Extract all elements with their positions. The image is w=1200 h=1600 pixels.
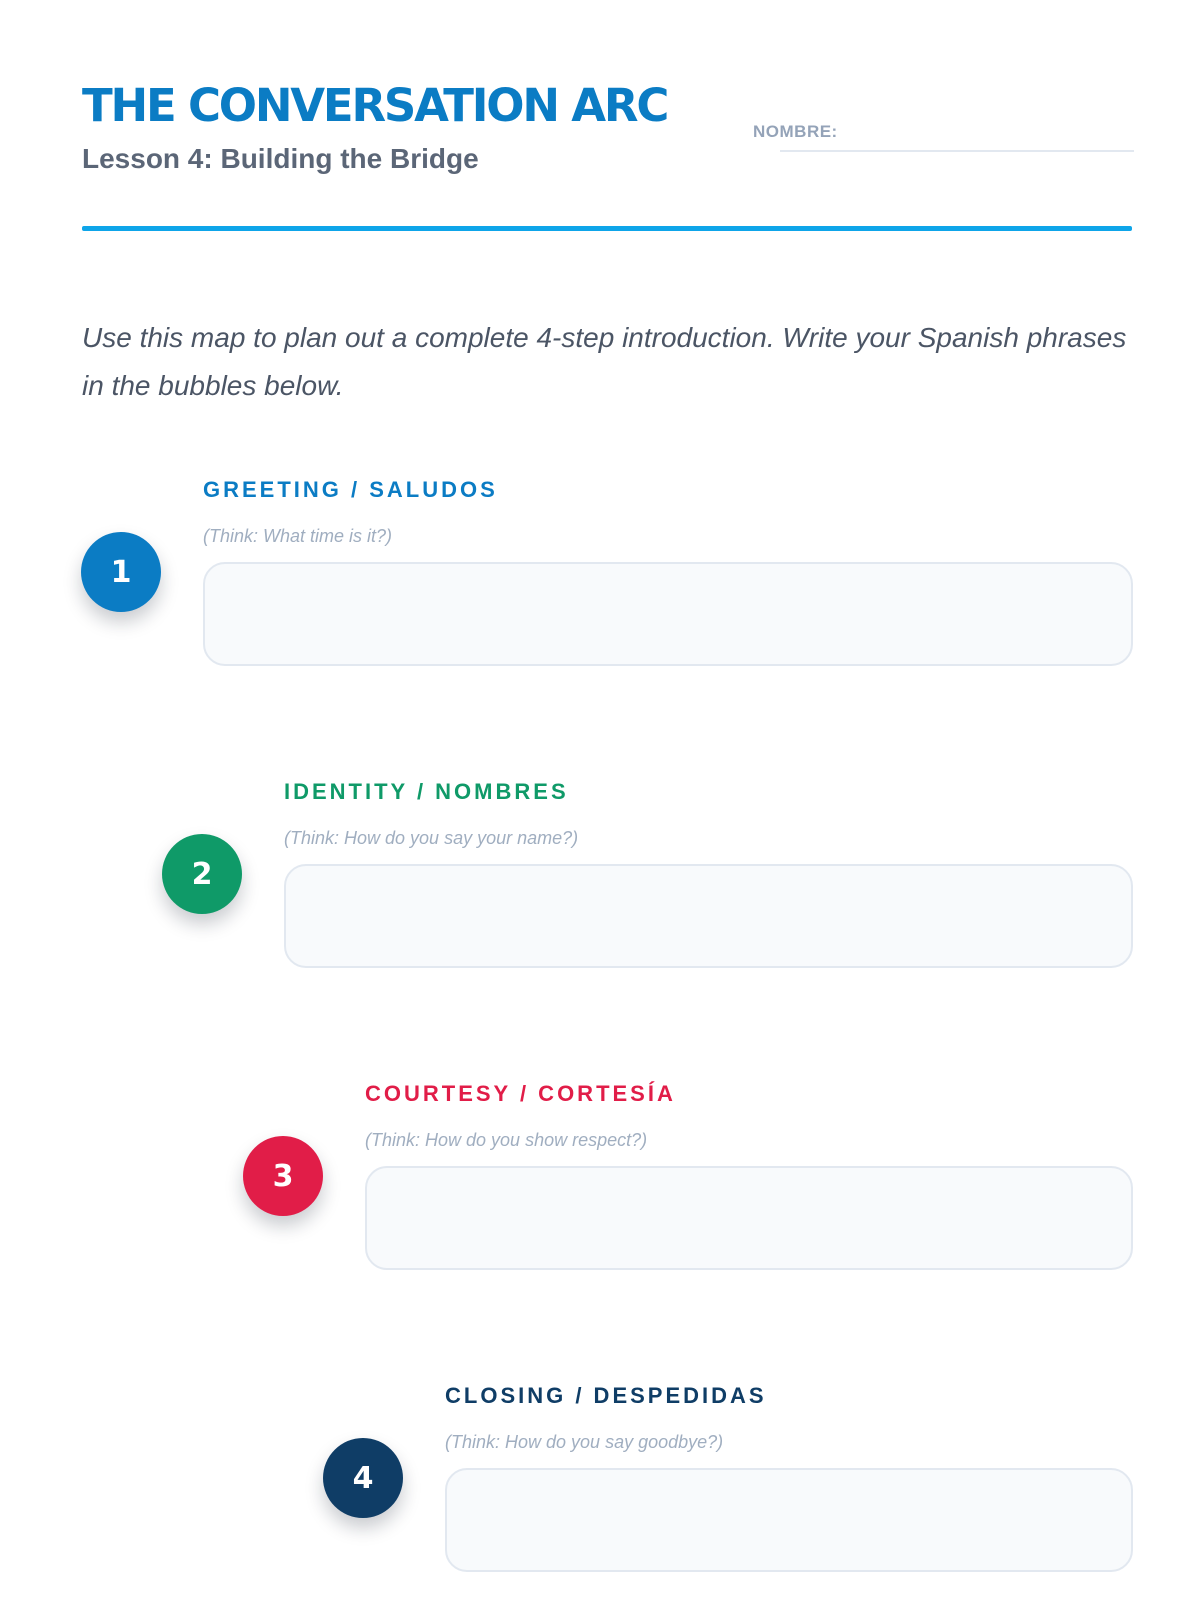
lesson-subtitle: Lesson 4: Building the Bridge: [82, 143, 479, 174]
page-title: THE CONVERSATION ARC: [82, 79, 668, 132]
step-2-answer-box[interactable]: [284, 864, 1133, 968]
step-2: [284, 778, 1133, 978]
step-1-hint: (Think: What time is it?): [203, 526, 393, 546]
step-3-label: COURTESY / CORTESÍA: [365, 1081, 676, 1106]
header-divider: [82, 226, 1132, 231]
step-4-label: CLOSING / DESPEDIDAS: [445, 1383, 767, 1408]
step-3-answer-box[interactable]: [365, 1166, 1133, 1270]
step-1-answer-box[interactable]: [203, 562, 1133, 666]
instructions-text: Use this map to plan out a complete 4-step introduction. Write your Spanish phrases in the bubbles below.: [82, 322, 1127, 401]
step-4-answer-box[interactable]: [445, 1468, 1133, 1572]
step-4: [445, 1382, 1133, 1582]
step-1-number-badge: 1: [81, 532, 161, 612]
step-3: [365, 1080, 1133, 1280]
step-1-label: GREETING / SALUDOS: [203, 477, 498, 502]
worksheet-header: [82, 78, 1132, 178]
step-3-number-badge: 3: [243, 1136, 323, 1216]
step-3-hint: (Think: How do you show respect?): [365, 1130, 648, 1150]
step-2-hint: (Think: How do you say your name?): [284, 828, 579, 848]
name-label: NOMBRE:: [753, 122, 838, 141]
step-4-hint: (Think: How do you say goodbye?): [445, 1432, 724, 1452]
step-1: [203, 476, 1133, 676]
step-2-label: IDENTITY / NOMBRES: [284, 779, 569, 804]
step-2-number-badge: 2: [162, 834, 242, 914]
step-4-number-badge: 4: [323, 1438, 403, 1518]
name-field[interactable]: [780, 148, 1134, 152]
